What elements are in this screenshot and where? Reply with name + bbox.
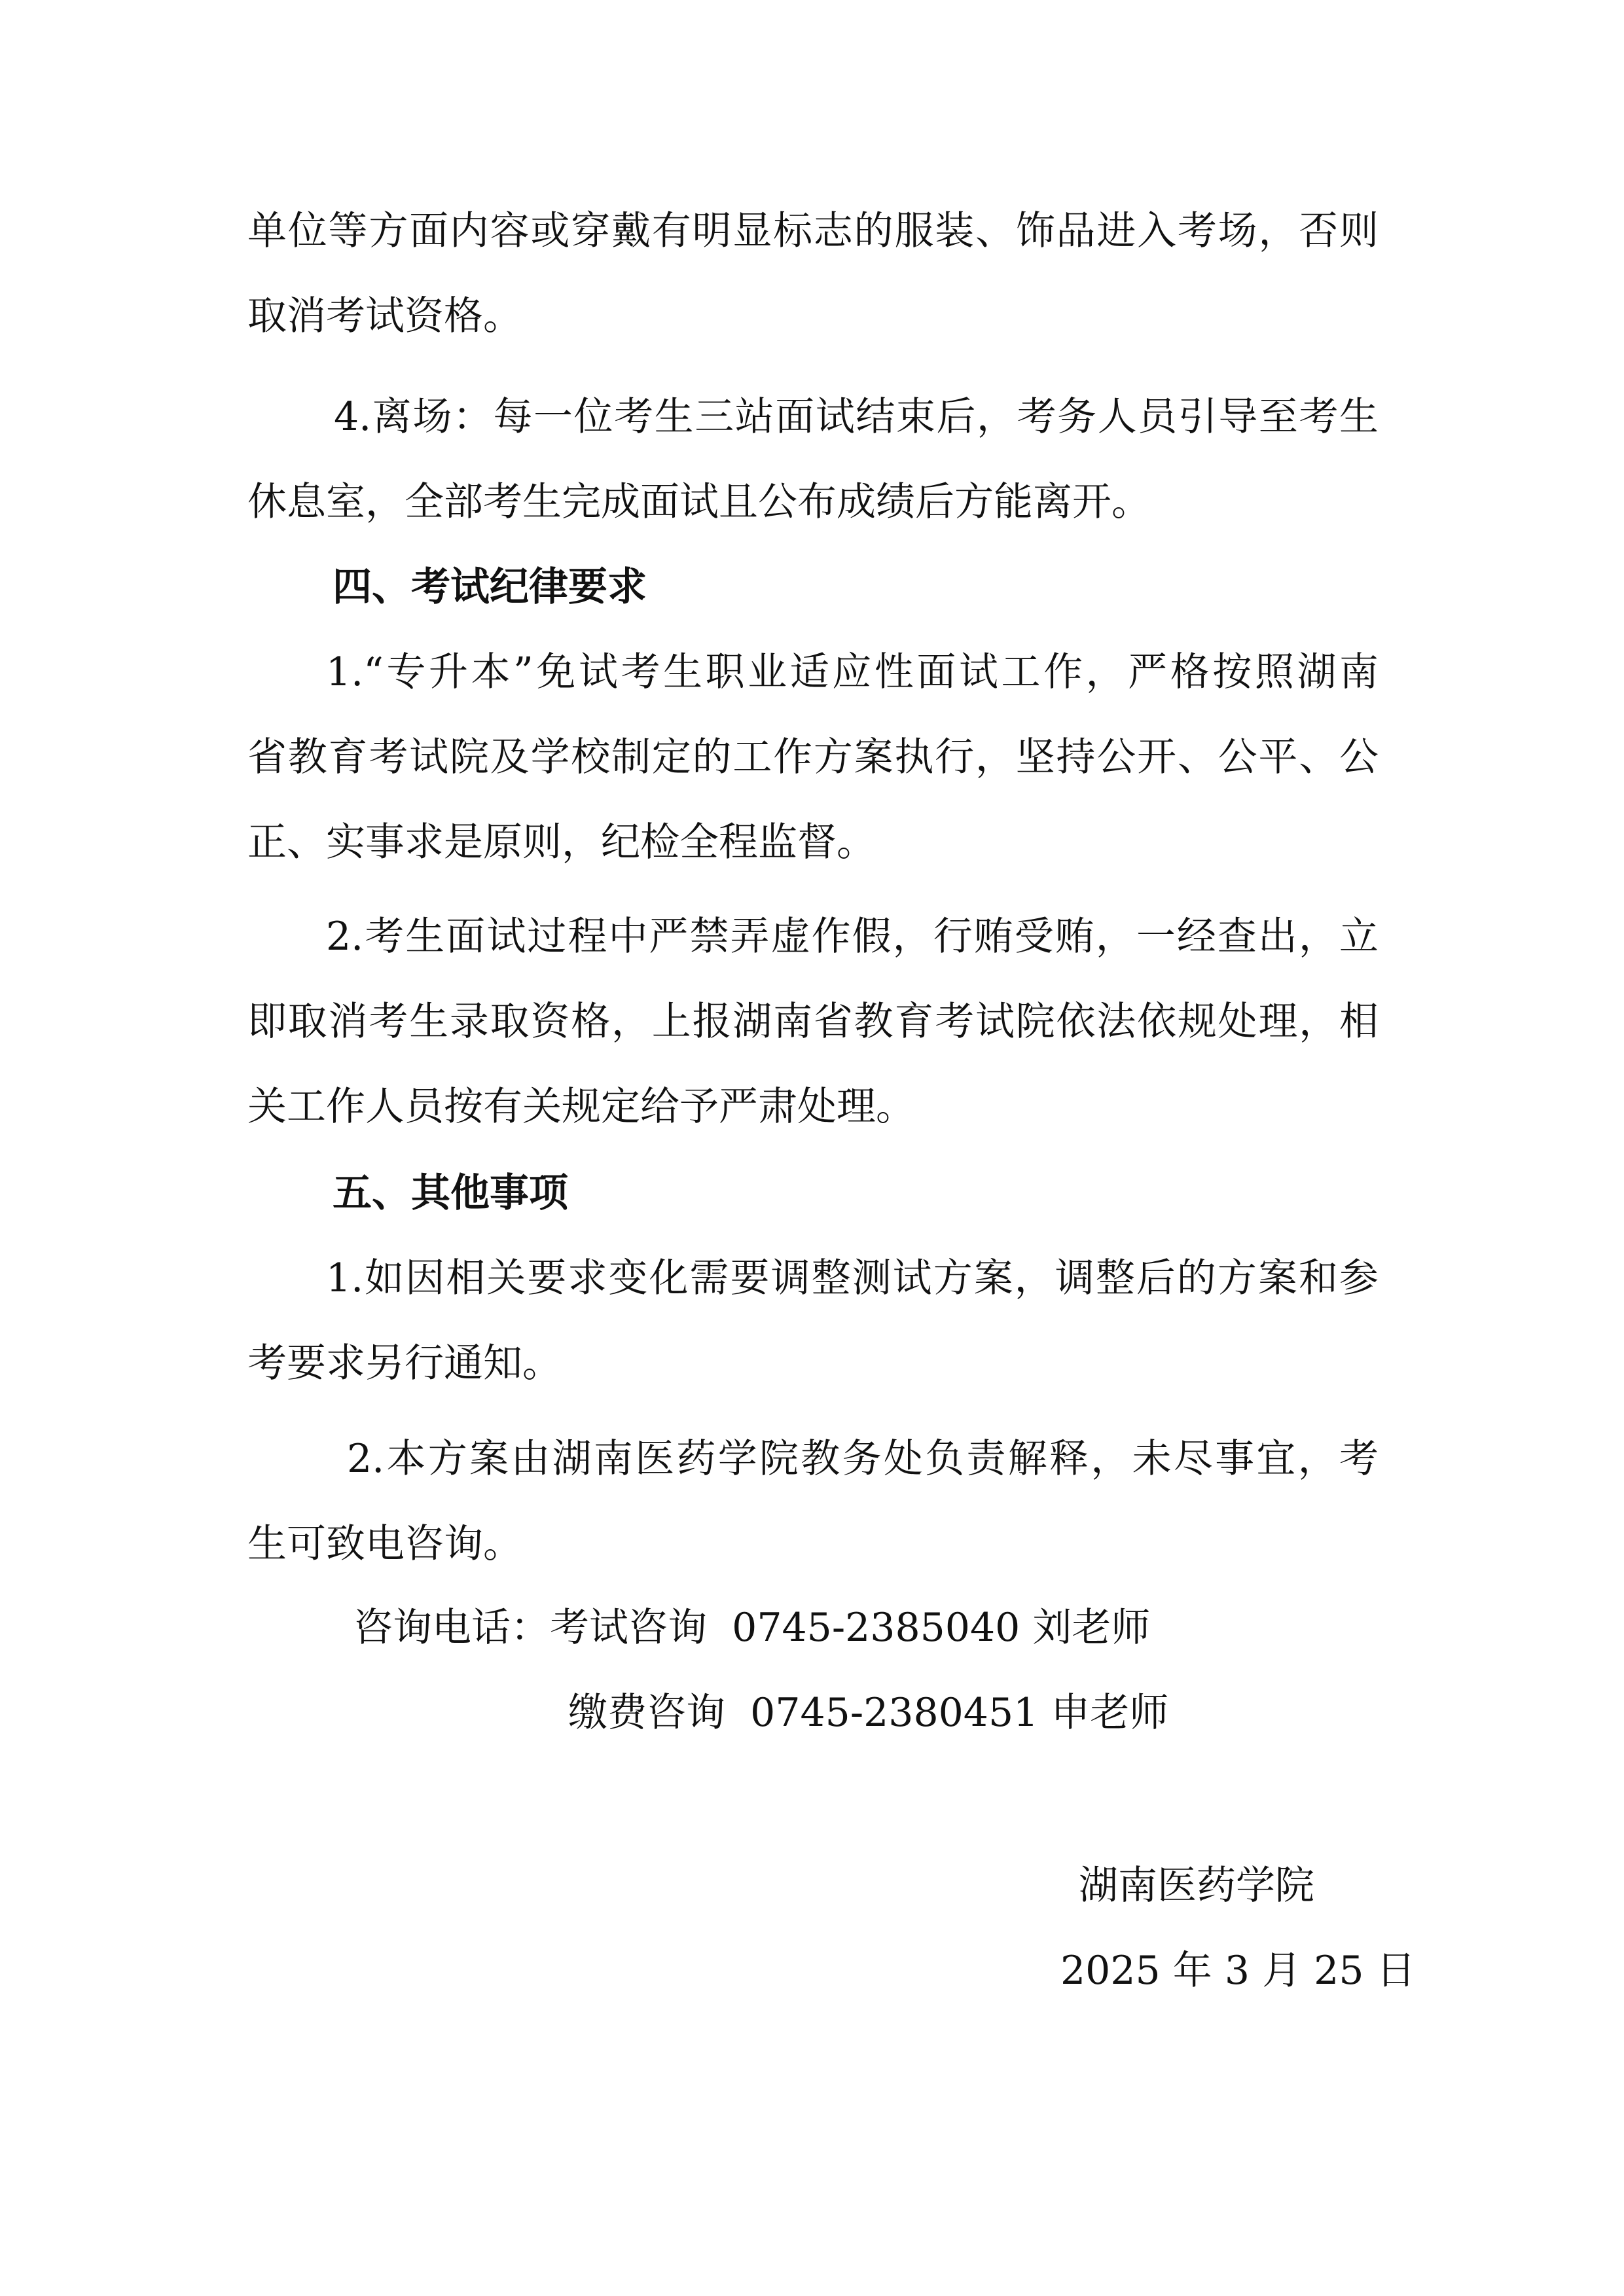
paragraph-line: 2.本方案由湖南医药学院教务处负责解释，未尽事宜，考 bbox=[347, 1436, 1379, 1482]
paragraph-line: 即取消考生录取资格，上报湖南省教育考试院依法依规处理，相 bbox=[247, 999, 1379, 1045]
paragraph-line: 2.考生面试过程中严禁弄虚作假，行贿受贿，一经查出，立 bbox=[326, 914, 1379, 960]
paragraph-line: 休息室，全部考生完成面试且公布成绩后方能离开。 bbox=[247, 479, 1151, 525]
section-heading-4: 四、考试纪律要求 bbox=[333, 564, 647, 610]
paragraph-line: 1.如因相关要求变化需要调整测试方案，调整后的方案和参 bbox=[326, 1255, 1379, 1301]
paragraph-line: 考要求另行通知。 bbox=[247, 1340, 562, 1386]
paragraph-line: 1.“专升本”免试考生职业适应性面试工作，严格按照湖南 bbox=[326, 649, 1379, 695]
paragraph-line: 4.离场：每一位考生三站面试结束后，考务人员引导至考生 bbox=[334, 394, 1379, 440]
contact-line-payment: 缴费咨询 0745-2380451 申老师 bbox=[568, 1690, 1169, 1736]
paragraph-line: 关工作人员按有关规定给予严肃处理。 bbox=[247, 1084, 915, 1130]
section-heading-5: 五、其他事项 bbox=[333, 1170, 568, 1216]
paragraph-line: 生可致电咨询。 bbox=[247, 1521, 522, 1567]
signature-date: 2025 年 3 月 25 日 bbox=[1060, 1948, 1416, 1994]
paragraph-line: 正、实事求是原则，纪检全程监督。 bbox=[247, 819, 876, 865]
signature-org: 湖南医药学院 bbox=[1079, 1863, 1314, 1909]
contact-line-exam: 咨询电话：考试咨询 0745-2385040 刘老师 bbox=[353, 1605, 1151, 1651]
paragraph-line: 单位等方面内容或穿戴有明显标志的服装、饰品进入考场，否则 bbox=[247, 208, 1379, 254]
paragraph-line: 省教育考试院及学校制定的工作方案执行，坚持公开、公平、公 bbox=[247, 734, 1379, 780]
paragraph-line: 取消考试资格。 bbox=[247, 293, 522, 339]
